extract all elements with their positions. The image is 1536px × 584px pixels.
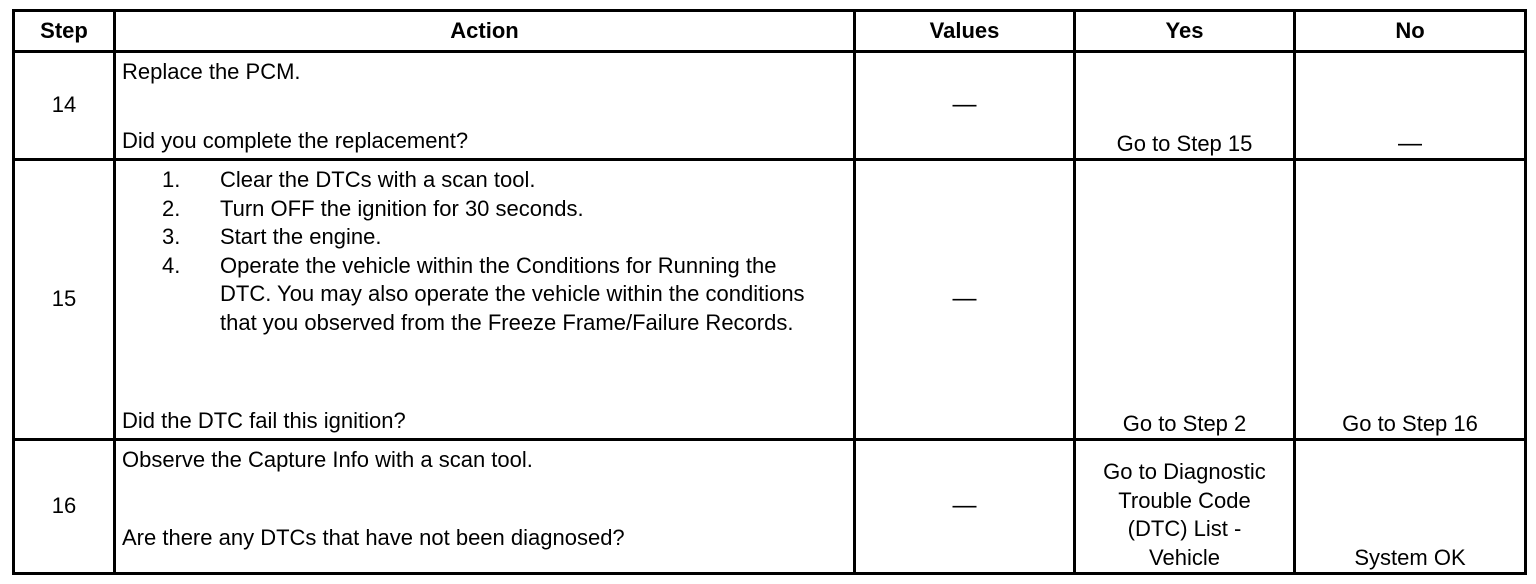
- list-item-number: 1.: [162, 167, 181, 192]
- action-text: Replace the PCM.: [122, 59, 301, 84]
- yes-link-text: Go to Diagnostic Trouble Code (DTC) List - Vehicle: [1103, 459, 1266, 570]
- header-row: [14, 11, 1526, 52]
- values-cell: [855, 440, 1075, 574]
- step-number: 16: [14, 440, 115, 574]
- action-question: Did you complete the replacement?: [122, 127, 469, 153]
- list-item: [122, 223, 847, 252]
- action-cell: [115, 440, 855, 574]
- action-cell: [115, 160, 855, 440]
- table-row: [14, 160, 1526, 440]
- yes-cell: Go to Step 15: [1075, 52, 1295, 160]
- list-item-number: 3.: [162, 224, 181, 249]
- header-action: Action: [115, 11, 855, 52]
- header-values: Values: [855, 11, 1075, 52]
- diagnostic-table: [12, 9, 1527, 575]
- action-cell: [115, 52, 855, 160]
- list-item-text: Turn OFF the ignition for 30 seconds.: [220, 195, 584, 221]
- header-yes: Yes: [1075, 11, 1295, 52]
- no-cell: Go to Step 16: [1295, 160, 1526, 440]
- no-cell: System OK: [1295, 440, 1526, 574]
- list-item-number: 2.: [162, 195, 181, 221]
- list-item-text: Operate the vehicle within the Conditions for Running the DTC. You may also operate the vehicle within the conditions that you observed from the Freeze Frame/Failure Records.: [220, 252, 805, 335]
- action-text: Observe the Capture Info with a scan tool.: [122, 447, 533, 472]
- values-cell: [855, 52, 1075, 160]
- step-number: 15: [14, 160, 115, 440]
- action-question: Did the DTC fail this ignition?: [122, 407, 406, 433]
- list-item: [122, 166, 847, 195]
- values-dash: —: [952, 492, 977, 520]
- action-list: [122, 166, 847, 337]
- list-item-number: 4.: [162, 252, 181, 278]
- step-number: 14: [14, 52, 115, 160]
- values-cell: [855, 160, 1075, 440]
- list-item: [122, 252, 847, 338]
- list-item-text: Start the engine.: [220, 224, 382, 249]
- list-item: [122, 195, 847, 224]
- list-item-text: Clear the DTCs with a scan tool.: [220, 167, 536, 192]
- table-row: [14, 52, 1526, 160]
- header-no: No: [1295, 11, 1526, 52]
- yes-cell: Go to Step 2: [1075, 160, 1295, 440]
- values-dash: —: [952, 285, 977, 313]
- yes-cell: [1075, 440, 1295, 574]
- action-question: Are there any DTCs that have not been diagnosed?: [122, 524, 625, 550]
- header-step: Step: [14, 11, 115, 52]
- values-dash: —: [952, 91, 977, 119]
- no-cell: [1295, 52, 1526, 160]
- table-row: [14, 440, 1526, 574]
- no-dash: —: [1398, 129, 1422, 157]
